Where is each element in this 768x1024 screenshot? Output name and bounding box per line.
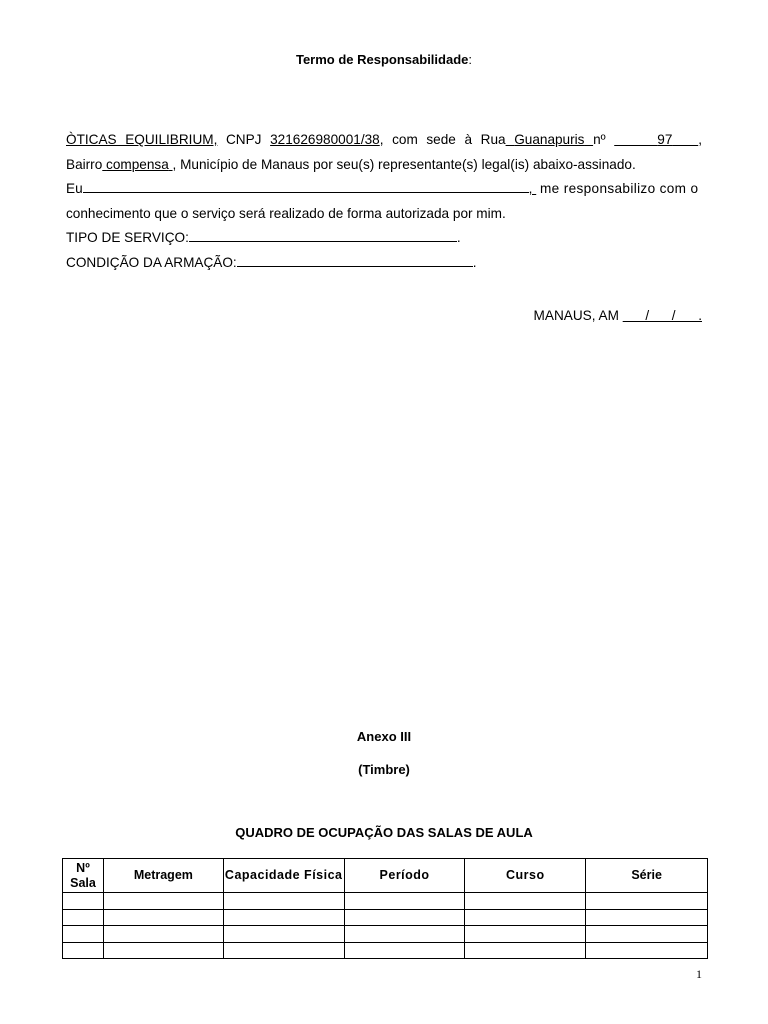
table-cell	[586, 909, 708, 926]
table-cell	[63, 909, 104, 926]
col-header-serie: Série	[586, 859, 708, 893]
table-cell	[223, 942, 344, 959]
table-cell	[103, 893, 223, 910]
table-cell	[465, 942, 586, 959]
table-cell	[103, 942, 223, 959]
paragraph-line-3: Eu , me responsabilizo com o	[66, 177, 702, 202]
table-row	[63, 926, 708, 943]
company-name: ÒTICAS EQUILIBRIUM,	[66, 132, 218, 147]
table-cell	[465, 893, 586, 910]
table-cell	[223, 926, 344, 943]
date-line: MANAUS, AM / / .	[533, 308, 702, 323]
table-cell	[103, 926, 223, 943]
responsibility-paragraph	[66, 128, 702, 276]
page-number: 1	[696, 967, 702, 981]
name-blank	[83, 178, 529, 193]
condicao-armacao-line: CONDIÇÃO DA ARMAÇÃO: .	[66, 251, 702, 276]
bairro-name: compensa	[106, 156, 169, 172]
paragraph-line-2: Bairro compensa , Município de Manaus por seu(s) representante(s) legal(is) abaixo-assinado.	[66, 156, 636, 172]
table-cell	[586, 893, 708, 910]
street-number: 97	[657, 132, 673, 147]
table-row	[63, 893, 708, 910]
table-cell	[223, 909, 344, 926]
table-cell	[465, 926, 586, 943]
table-cell	[63, 926, 104, 943]
condicao-armacao-blank	[237, 252, 473, 267]
occupancy-table	[62, 858, 708, 959]
date-blank: / / .	[622, 308, 702, 323]
table-cell	[344, 942, 465, 959]
col-header-periodo: Período	[344, 859, 465, 893]
table-row	[63, 909, 708, 926]
col-header-metragem: Metragem	[103, 859, 223, 893]
paragraph-line-1: ÒTICAS EQUILIBRIUM, CNPJ 321626980001/38, com sede à Rua Guanapuris nº 97 ,	[66, 132, 702, 147]
tipo-servico-line: TIPO DE SERVIÇO: .	[66, 226, 702, 251]
col-header-sala: Nº Sala	[63, 859, 104, 893]
table-row	[63, 942, 708, 959]
document-title: Termo de Responsabilidade:	[295, 52, 473, 67]
table-cell	[63, 942, 104, 959]
annex-title: Anexo III	[356, 729, 412, 744]
street-name: Guanapuris	[514, 132, 585, 147]
letterhead-placeholder: (Timbre)	[358, 762, 410, 777]
table-cell	[103, 909, 223, 926]
table-cell	[465, 909, 586, 926]
tipo-servico-blank	[189, 227, 457, 242]
table-cell	[586, 942, 708, 959]
table-title: QUADRO DE OCUPAÇÃO DAS SALAS DE AULA	[235, 825, 533, 840]
table-cell	[63, 893, 104, 910]
cnpj-number: 321626980001/38	[270, 132, 380, 147]
table-cell	[344, 926, 465, 943]
paragraph-line-4: conhecimento que o serviço será realizado de forma autorizada por mim.	[66, 205, 506, 221]
table-cell	[586, 926, 708, 943]
col-header-capacidade: Capacidade Física	[223, 859, 344, 893]
col-header-curso: Curso	[465, 859, 586, 893]
table-cell	[344, 909, 465, 926]
table-cell	[223, 893, 344, 910]
table-header-row	[63, 859, 708, 893]
table-cell	[344, 893, 465, 910]
